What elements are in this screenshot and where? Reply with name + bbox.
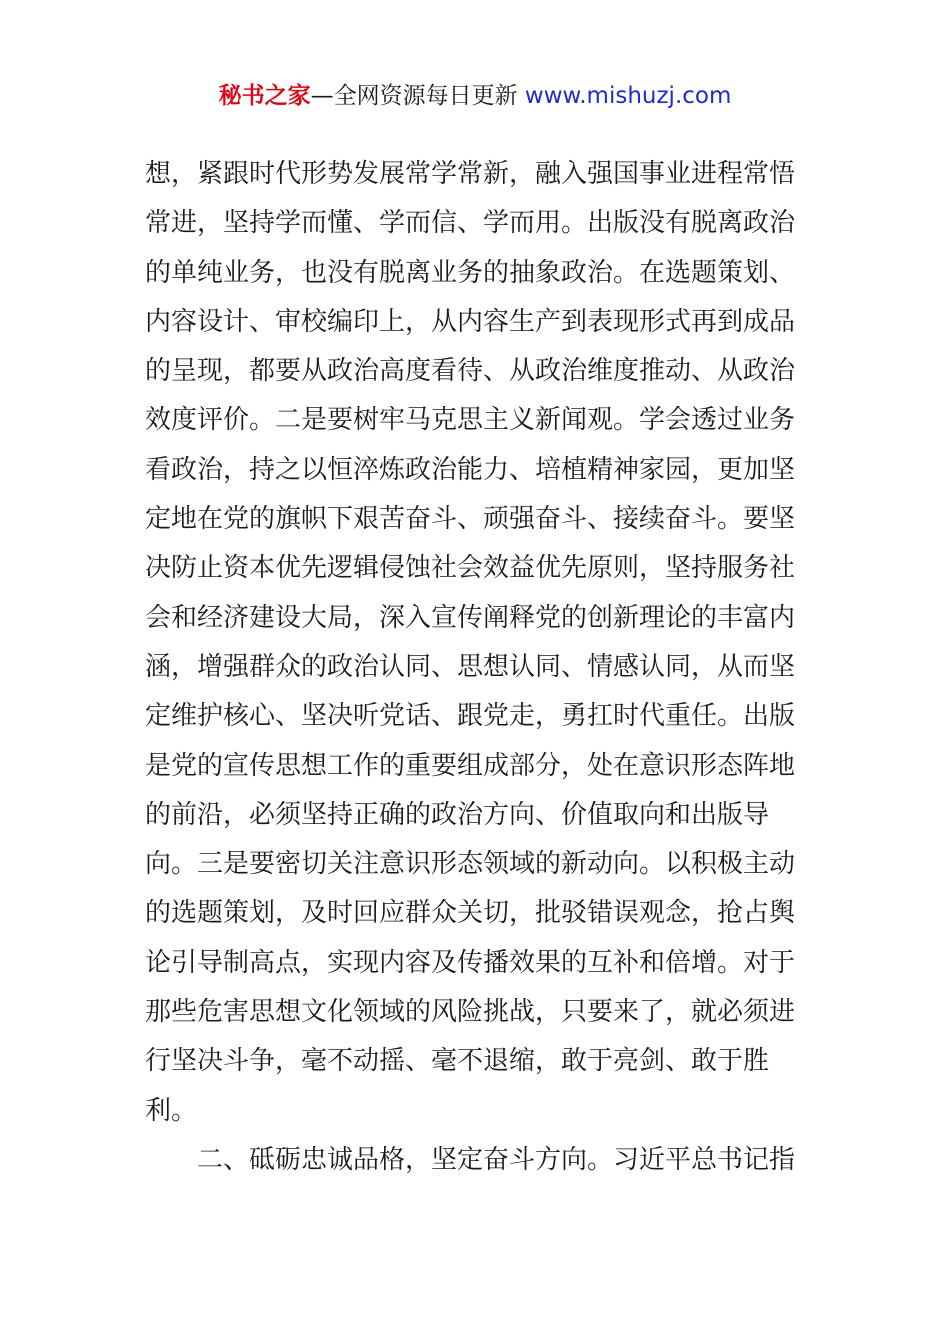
text-line: 内容设计、审校编印上，从内容生产到表现形式再到成品: [145, 306, 796, 337]
text-line: 定地在党的旗帜下艰苦奋斗、顽强奋斗、接续奋斗。要坚: [145, 504, 796, 535]
text-line: 想，紧跟时代形势发展常学常新，融入强国事业进程常悟: [145, 159, 796, 189]
text-line: 利。: [145, 1095, 198, 1126]
site-url-link[interactable]: www.mishuzj.com: [517, 83, 732, 109]
text-line: 看政治，持之以恒淬炼政治能力、培植精神家园，更加坚: [145, 454, 796, 485]
text-line: 是党的宣传思想工作的重要组成部分，处在意识形态阵地: [145, 750, 796, 781]
text-line: 那些危害思想文化领域的风险挑战，只要来了，就必须进: [145, 997, 796, 1028]
site-tagline: —全网资源每日更新: [310, 83, 518, 109]
text-line: 论引导制高点，实现内容及传播效果的互补和倍增。对于: [145, 947, 796, 978]
text-line: 效度评价。二是要树牢马克思主义新闻观。学会透过业务: [145, 405, 796, 436]
document-body: [145, 150, 810, 1185]
text-line: 的前沿，必须坚持正确的政治方向、价值取向和出版导: [145, 799, 770, 830]
text-line: 的单纯业务，也没有脱离业务的抽象政治。在选题策划、: [145, 257, 796, 288]
text-line: 行坚决斗争，毫不动摇、毫不退缩，敢于亮剑、敢于胜: [145, 1046, 770, 1077]
section-heading-line: 二、砥砺忠诚品格，坚定奋斗方向。习近平总书记指: [197, 1144, 796, 1175]
text-line: 会和经济建设大局，深入宣传阐释党的创新理论的丰富内: [145, 602, 796, 633]
text-line: 决防止资本优先逻辑侵蚀社会效益优先原则，坚持服务社: [145, 553, 796, 584]
site-brand: 秘书之家: [218, 83, 311, 109]
text-line: 的呈现，都要从政治高度看待、从政治维度推动、从政治: [145, 356, 796, 387]
text-line: 定维护核心、坚决听党话、跟党走，勇扛时代重任。出版: [145, 701, 796, 732]
text-line: 涵，增强群众的政治认同、思想认同、情感认同，从而坚: [145, 651, 796, 682]
text-line: 向。三是要密切关注意识形态领域的新动向。以积极主动: [145, 849, 796, 880]
site-header: [0, 80, 950, 112]
text-line: 的选题策划，及时回应群众关切，批驳错误观念，抢占舆: [145, 898, 796, 929]
text-line: 常进，坚持学而懂、学而信、学而用。出版没有脱离政治: [145, 208, 796, 239]
